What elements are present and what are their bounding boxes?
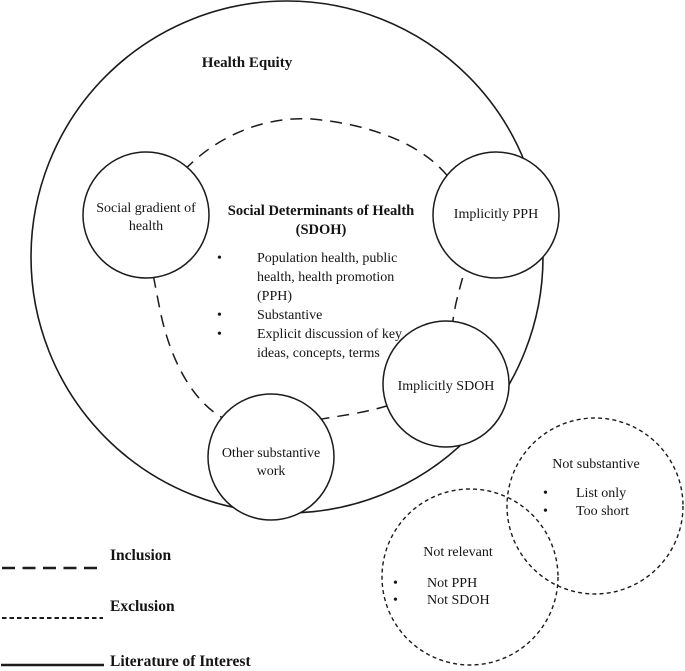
bullet-dot-icon [212, 249, 257, 306]
not-relevant-bullet-text: Not PPH [427, 576, 478, 591]
not-relevant-bullet-list [390, 575, 526, 609]
implicitly-pph-circle-label: Implicitly PPH [453, 207, 539, 222]
sdoh-bullet-item [212, 249, 430, 306]
bullet-dot-icon [390, 592, 427, 609]
not-substantive-bullet-list [530, 485, 662, 521]
sdoh-bullet-text: Population health, public health, health promotion (PPH) [257, 251, 398, 304]
not-relevant-title: Not relevant [423, 545, 493, 560]
not-relevant-bullet-item [390, 575, 526, 592]
sdoh-title-line1: Social Determinants of Health [227, 203, 415, 219]
not-substantive-bullet-item [530, 503, 662, 521]
not-substantive-bullet-text: Too short [576, 504, 630, 519]
sdoh-bullet-text: Substantive [257, 308, 323, 323]
health-equity-label: Health Equity [201, 55, 293, 71]
sdoh-bullet-item [212, 306, 430, 325]
sdoh-bullet-text: Explicit discussion of key ideas, concepts, terms [257, 327, 403, 361]
other-substantive-circle-label: Other substantive work [221, 446, 321, 479]
sdoh-bullet-item [212, 325, 430, 363]
sdoh-bullet-list [212, 249, 430, 363]
bullet-dot-icon [530, 503, 576, 521]
not-substantive-bullet-text: List only [576, 486, 627, 501]
bullet-dot-icon [390, 575, 427, 592]
not-substantive-title: Not substantive [552, 457, 640, 472]
bullet-dot-icon [212, 325, 257, 363]
bullet-dot-icon [212, 306, 257, 325]
implicitly-sdoh-circle-label: Implicitly SDOH [397, 379, 495, 394]
not-substantive-panel [530, 457, 662, 521]
social-gradient-circle-label: Social gradient of health [96, 201, 196, 234]
not-relevant-panel [390, 545, 526, 609]
sdoh-title-line2: (SDOH) [295, 222, 347, 238]
not-relevant-bullet-item [390, 592, 526, 609]
bullet-dot-icon [530, 485, 576, 503]
sdoh-criteria-panel [212, 202, 430, 363]
legend-literature-of-interest-label: Literature of Interest [110, 653, 251, 670]
not-substantive-bullet-item [530, 485, 662, 503]
legend-inclusion-label: Inclusion [110, 547, 172, 564]
not-relevant-bullet-text: Not SDOH [427, 593, 490, 608]
legend-exclusion-label: Exclusion [110, 598, 175, 615]
